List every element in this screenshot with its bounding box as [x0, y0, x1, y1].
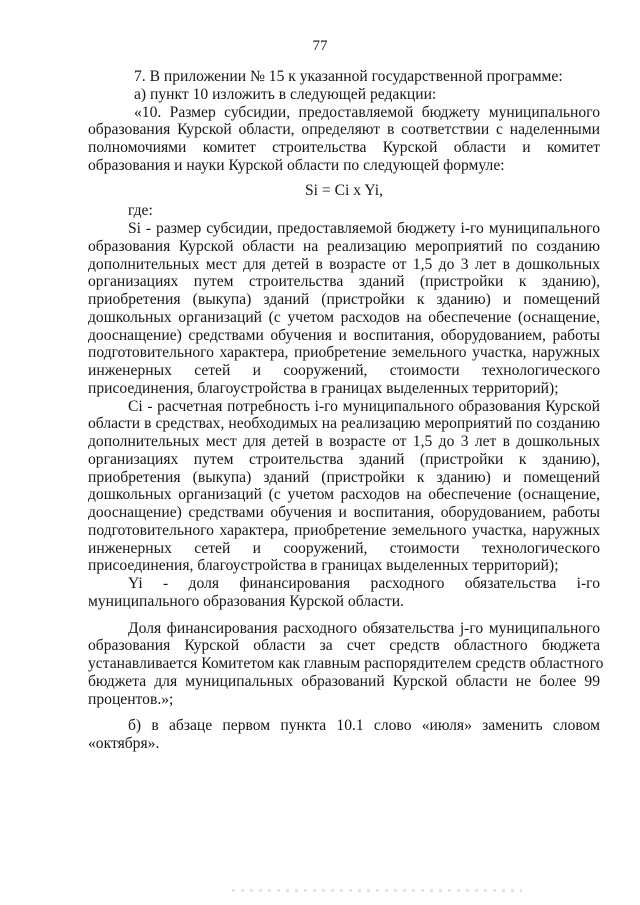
paragraph-10-line: «10. Размер субсидии, предоставляемой бюджету муниципального — [134, 103, 600, 121]
si-definition-line: инженерных сетей и сооружений, стоимости технологического — [88, 362, 600, 379]
share-paragraph-line: процентов.»; — [88, 690, 174, 708]
item-7-heading: 7. В приложении № 15 к указанной государственной программе: — [134, 68, 563, 85]
ci-definition-line: подготовительного характера, приобретение земельного участка, наружных — [88, 521, 600, 539]
si-definition-line: приобретения (выкупа) зданий (пристройки к зданию) и помещений — [88, 291, 600, 308]
ci-definition-line: организациях путем строительства зданий (пристройки к зданию), — [88, 450, 600, 468]
ci-definition-line: Ci - расчетная потребность i-го муниципального образования Курской — [128, 397, 600, 415]
si-definition-line: присоединения, благоустройства в границах выделенных территорий); — [88, 379, 559, 397]
ci-definition-line: инженерных сетей и сооружений, стоимости технологического — [88, 539, 600, 557]
subitem-b-line: «октября». — [88, 735, 160, 752]
paragraph-10-line: образования Курской области, определяют в соответствии с наделенными — [88, 121, 600, 139]
ci-definition-line: дополнительных мест для детей в возрасте от 1,5 до 3 лет в дошкольных — [88, 433, 600, 450]
share-paragraph-line: бюджета для муниципальных образований Курской области не более 99 — [88, 672, 600, 690]
ci-definition-line: присоединения, благоустройства в границах выделенных территорий); — [88, 557, 559, 575]
ci-definition-line: приобретения (выкупа) зданий (пристройки к зданию) и помещений — [88, 468, 600, 486]
si-definition-line: дополнительных мест для детей в возрасте от 1,5 до 3 лет в дошкольных — [88, 255, 600, 273]
share-paragraph-line: устанавливается Комитетом как главным распорядителем средств областного — [88, 655, 604, 672]
si-definition-line: дооснащение) средствами обучения и воспитания, оборудованием, работы — [88, 326, 600, 344]
ci-definition-line: дошкольных организаций (с учетом расходов на обеспечение (оснащение, — [88, 486, 600, 504]
scan-artifact — [232, 889, 522, 892]
document-body — [88, 68, 604, 753]
subitem-b-line: б) в абзаце первом пункта 10.1 слово «июля» заменить словом — [128, 717, 600, 735]
share-paragraph-line: Доля финансирования расходного обязательства j-го муниципального — [128, 619, 600, 637]
subitem-a: а) пункт 10 изложить в следующей редакции: — [134, 85, 437, 103]
where-label: где: — [128, 202, 153, 220]
paragraph-10-line: образования и науки Курской области по следующей формуле: — [88, 156, 505, 174]
ci-definition-line: дооснащение) средствами обучения и воспитания, оборудованием, работы — [88, 504, 600, 521]
page-number: 77 — [312, 38, 328, 54]
share-paragraph-line: образования Курской области за счет средств областного бюджета — [88, 637, 600, 655]
si-definition-line: дошкольных организаций (с учетом расходов на обеспечение (оснащение, — [88, 308, 600, 326]
si-definition-line: подготовительного характера, приобретение земельного участка, наружных — [88, 344, 600, 362]
paragraph-10-line: полномочиями комитет строительства Курской области и комитет — [88, 139, 600, 156]
formula: Si = Ci x Yi, — [305, 181, 383, 199]
ci-definition-line: области в средствах, необходимых на реализацию мероприятий по созданию — [88, 415, 600, 433]
si-definition-line: образования Курской области на реализацию мероприятий по созданию — [88, 237, 600, 255]
si-definition-line: организациях путем строительства зданий (пристройки к зданию), — [88, 273, 600, 291]
si-definition-line: Si - размер субсидии, предоставляемой бюджету i-го муниципального — [128, 220, 600, 237]
yi-definition-line: муниципального образования Курской области. — [88, 592, 404, 610]
yi-definition-line: Yi - доля финансирования расходного обязательства i-го — [128, 575, 600, 592]
